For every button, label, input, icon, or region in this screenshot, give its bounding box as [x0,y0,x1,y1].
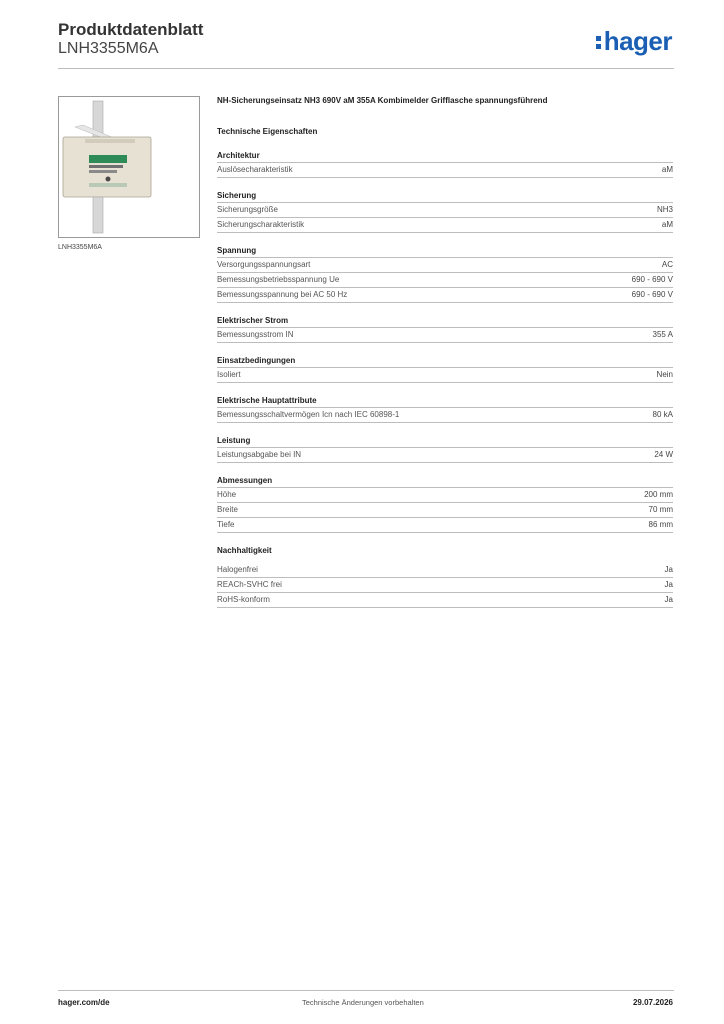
spec-value: 70 mm [648,505,673,514]
group-title: Einsatzbedingungen [217,355,673,368]
spec-value: 86 mm [648,520,673,529]
spec-label: Leistungsabgabe bei IN [217,450,302,459]
logo-text: hager [603,26,672,56]
spec-value: 690 - 690 V [631,275,673,284]
spec-value: 690 - 690 V [631,290,673,299]
spec-row [217,288,673,303]
spec-value: aM [661,220,673,229]
section-title: Technische Eigenschaften [217,127,318,136]
spec-value: AC [661,260,673,269]
spec-row [217,218,673,233]
spec-row [217,448,673,463]
spec-group-architektur [217,150,673,178]
group-title: Elektrischer Strom [217,315,673,328]
spec-value: Nein [656,370,673,379]
spec-row [217,258,673,273]
spec-row [217,273,673,288]
image-caption: LNH3355M6A [58,244,102,251]
footer-date: 29.07.2026 [632,998,673,1007]
footer-disclaimer: Technische Änderungen vorbehalten [302,998,424,1007]
spec-label: Bemessungsspannung bei AC 50 Hz [217,290,348,299]
spec-row [217,328,673,343]
document-title: Produktdatenblatt [58,20,204,39]
spec-row [217,503,673,518]
spec-label: Höhe [217,490,237,499]
fuse-illustration-icon [59,97,199,237]
spec-label: REACh-SVHC frei [217,580,282,589]
logo-dots-icon [596,36,603,52]
spec-value: 80 kA [652,410,673,419]
spec-value: 355 A [652,330,673,339]
spec-group-einsatzbedingungen [217,355,673,383]
hager-logo [596,28,672,54]
spec-label: Versorgungsspannungsart [217,260,311,269]
spec-label: Halogenfrei [217,565,258,574]
spec-label: Bemessungsstrom IN [217,330,294,339]
spec-row [217,578,673,593]
spec-row [217,163,673,178]
group-title: Architektur [217,150,673,163]
spec-label: Bemessungsbetriebsspannung Ue [217,275,340,284]
spec-group-elektrischer-strom [217,315,673,343]
footer-divider [58,990,674,991]
spec-value: Ja [664,595,673,604]
spec-label: RoHS-konform [217,595,270,604]
spec-group-elektrische-hauptattribute [217,395,673,423]
spec-content [217,94,673,608]
spec-group-leistung [217,435,673,463]
spec-value: NH3 [656,205,673,214]
spec-row [217,408,673,423]
spec-label: Breite [217,505,238,514]
spec-label: Isoliert [217,370,241,379]
group-title: Elektrische Hauptattribute [217,395,673,408]
group-title: Nachhaltigkeit [217,546,272,555]
spec-row [217,368,673,383]
spec-value: aM [661,165,673,174]
product-image [58,96,200,238]
spec-row [217,203,673,218]
spec-value: 200 mm [644,490,673,499]
page-header [58,20,674,68]
group-title: Abmessungen [217,475,673,488]
spec-value: Ja [664,580,673,589]
footer-website-link[interactable]: hager.com/de [58,998,110,1007]
group-title: Leistung [217,435,673,448]
spec-row [217,488,673,503]
product-title: NH-Sicherungseinsatz NH3 690V aM 355A Kombimelder Grifflasche spannungsführend [217,96,548,105]
spec-group-sicherung [217,190,673,233]
spec-row [217,593,673,608]
spec-value: 24 W [654,450,673,459]
spec-value: Ja [664,565,673,574]
spec-group-nachhaltigkeit [217,545,673,608]
spec-label: Sicherungscharakteristik [217,220,305,229]
spec-group-spannung [217,245,673,303]
spec-label: Sicherungsgröße [217,205,278,214]
spec-label: Bemessungsschaltvermögen Icn nach IEC 60898-1 [217,410,400,419]
product-code: LNH3355M6A [58,40,159,57]
spec-label: Auslösecharakteristik [217,165,293,174]
spec-row [217,563,673,578]
group-title: Spannung [217,245,673,258]
spec-group-abmessungen [217,475,673,533]
spec-row [217,518,673,533]
spec-label: Tiefe [217,520,235,529]
group-title: Sicherung [217,190,673,203]
header-divider [58,68,674,69]
